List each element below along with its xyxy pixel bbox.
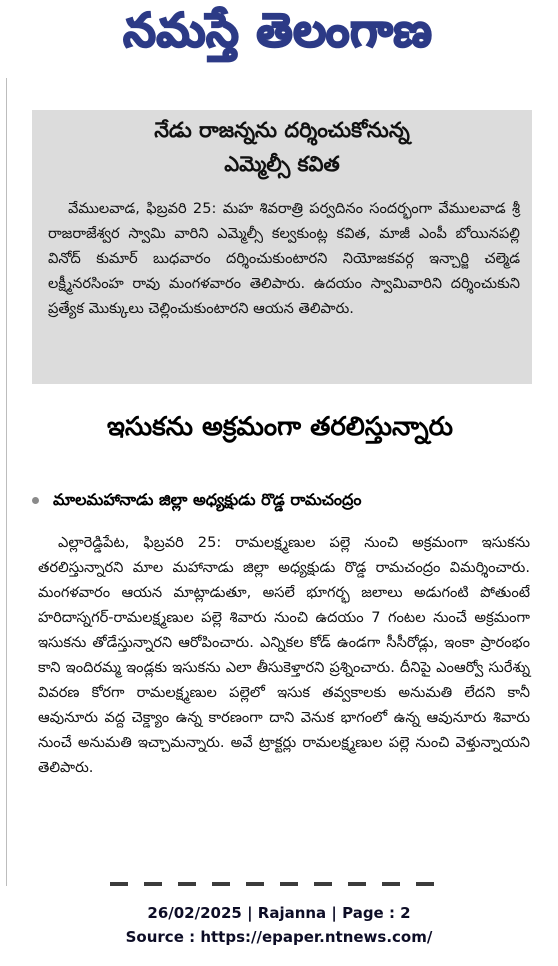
footer-date-edition: 26/02/2025 | Rajanna | Page : 2 [147, 904, 411, 922]
bullet-icon [32, 497, 39, 504]
column-rule [6, 78, 7, 886]
newspaper-masthead: నమస్తే తెలంగాణ [123, 3, 433, 57]
article-subhead [32, 490, 532, 513]
footer-source: Source : https://epaper.ntnews.com/ [125, 928, 433, 946]
article-body: ఎల్లారెడ్డిపేట, ఫిబ్రవరి 25: రామలక్ష్మణుల పల్లె నుంచి అక్రమంగా ఇసుకను తరలిస్తున్నారని మాల మహానాడు జిల్లా అధ్యక్షుడు రొడ్డ రామచంద్రం విమర్శించారు. మంగళవారం ఆయన మాట్లాడుతూ, అసలే భూగర్భ జలాలు అడుగంటి పోతుంటే హరిదాస్నగర్-రామలక్ష్మణుల పల్లె శివారు నుంచి ఉదయం 7 గంటల నుంచే అక్రమంగా ఇసుకను తోడేస్తున్నారని ఆరోపించారు. ఎన్నికల కోడ్ ఉండగా సీసీరోడ్లు, ఇంకా ప్రారంభం కాని ఇందిరమ్మ ఇండ్లకు ఇసుకను ఎలా తీసుకెళ్తారని ప్రశ్నించారు. దీనిపై ఎంఆర్వో సురేశ్ను వివరణ కోరగా రామలక్ష్మణుల పల్లెలో ఇసుక తవ్వకాలకు అనుమతి లేదని కానీ ఆవునూరు వద్ద చెక్డ్యాం ఉన్న కారణంగా దాని వెనుక భాగంలో ఉన్న ఆవునూరు శివారు నుంచే అనుమతి ఇచ్చామన్నారు. అవే ట్రాక్టర్లు రామలక్ష్మణుల పల్లె నుంచి వెళ్తున్నాయని తెలిపారు. [38, 534, 530, 776]
story-body: వేములవాడ, ఫిబ్రవరి 25: మహ శివరాత్రి పర్వదినం సందర్భంగా వేములవాడ శ్రీ రాజరాజేశ్వర స్వామి వారిని ఎమ్మెల్సీ కల్వకుంట్ల కవిత, మాజీ ఎంపీ బోయినపల్లి వినోద్ కుమార్ బుధవారం దర్శించుకుంటారని నియోజకవర్గ ఇన్చార్జి చల్మెడ లక్ష్మీనరసింహ రావు మంగళవారం తెలిపారు. ఉదయం స్వామివారిని దర్శించుకుని ప్రత్యేక మొక్కులు చెల్లించుకుంటారని ఆయన తెలిపారు. [48, 200, 520, 317]
article-headline: ఇసుకను అక్రమంగా తరలిస్తున్నారు [107, 412, 453, 442]
article-subhead-text: మాలమహానాడు జిల్లా అధ్యక్షుడు రొడ్డ రామచంద్రం [53, 490, 362, 509]
story-title-line-1: నేడు రాజన్నను దర్శించుకోనున్న [154, 118, 410, 142]
clipping-cut-edge [110, 882, 450, 886]
story-title-line-2: ఎమ్మెల్సీ కవిత [224, 152, 340, 176]
